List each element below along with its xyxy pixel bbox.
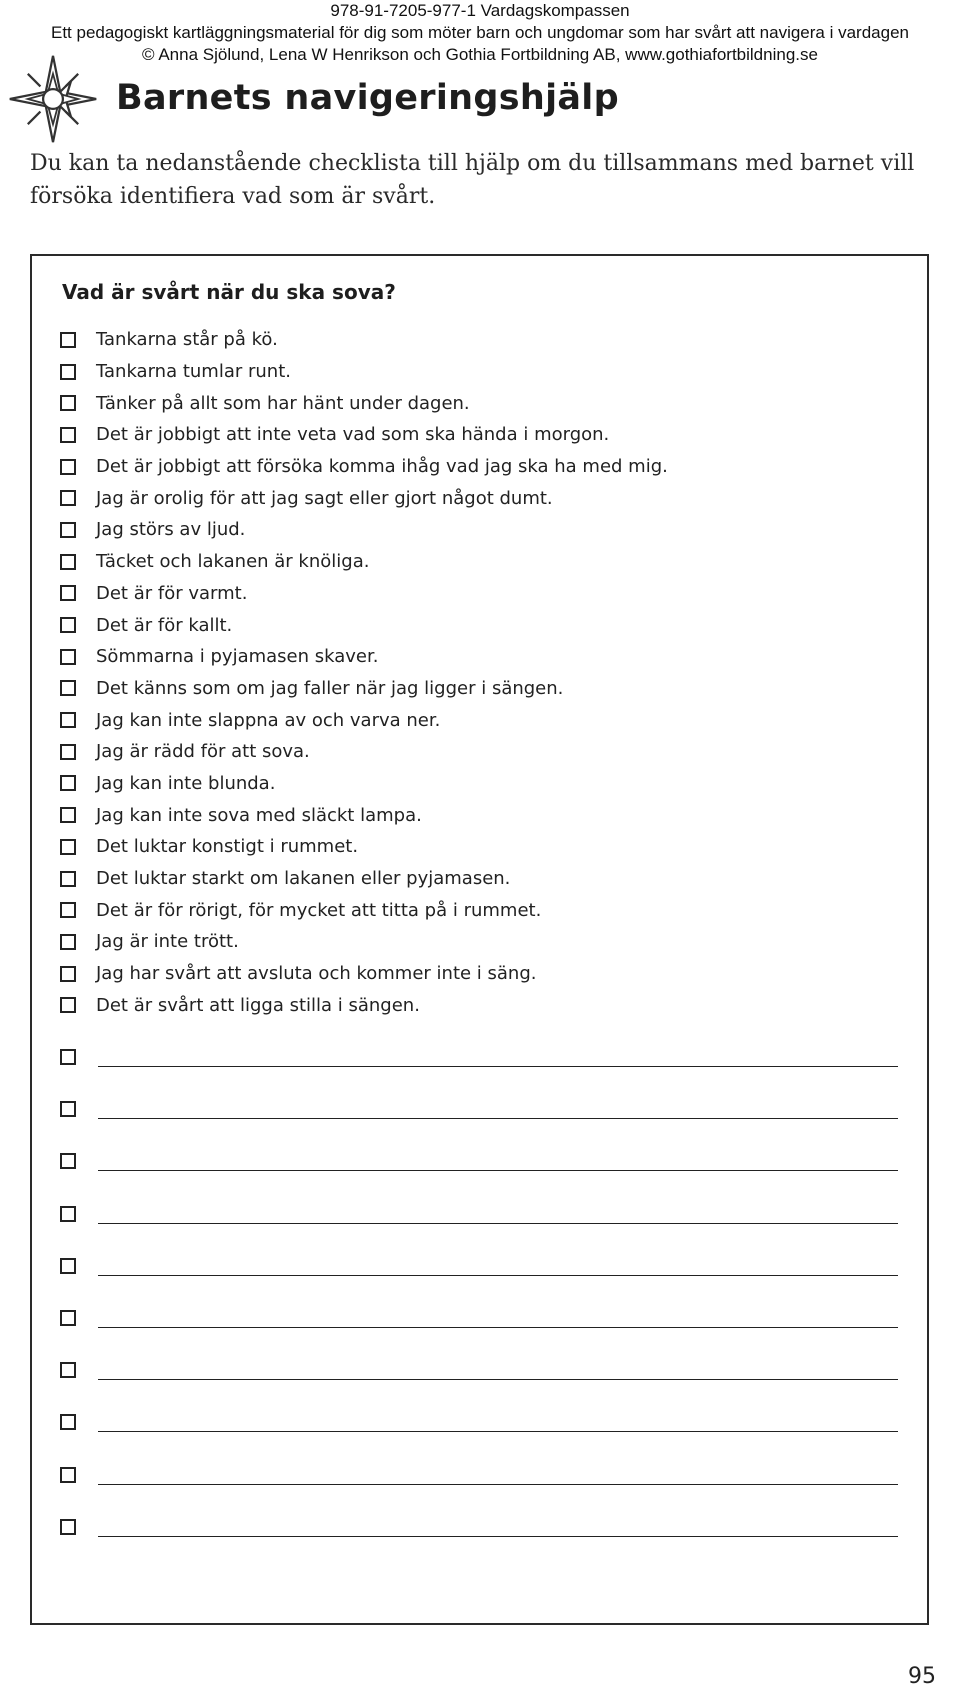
checklist-item-label: Det är för varmt. <box>96 582 248 604</box>
checkbox[interactable] <box>60 1414 76 1430</box>
write-in-line[interactable] <box>98 1066 898 1067</box>
checkbox[interactable] <box>60 1467 76 1483</box>
checkbox[interactable] <box>60 617 76 633</box>
checklist-item <box>60 958 668 990</box>
checklist-item <box>60 514 668 546</box>
page-number: 95 <box>908 1664 936 1689</box>
isbn-line: 978-91-7205-977-1 Vardagskompassen <box>330 1 630 20</box>
checkbox[interactable] <box>60 1310 76 1326</box>
blank-entry-row <box>60 1407 900 1459</box>
checklist-item-label: Jag störs av ljud. <box>96 519 246 541</box>
checklist-item <box>60 578 668 610</box>
checkbox[interactable] <box>60 1362 76 1378</box>
checklist-item <box>60 863 668 895</box>
checklist-item-label: Tankarna tumlar runt. <box>96 361 291 383</box>
blank-entry-row <box>60 1251 900 1303</box>
write-in-line[interactable] <box>98 1327 898 1328</box>
write-in-line[interactable] <box>98 1484 898 1485</box>
checkbox[interactable] <box>60 1101 76 1117</box>
blank-entry-row <box>60 1512 900 1564</box>
intro-paragraph: Du kan ta nedanstående checklista till hjälp om du tillsammans med barnet vill försöka identifiera vad som är svårt. <box>30 151 915 209</box>
checkbox[interactable] <box>60 871 76 887</box>
write-in-line[interactable] <box>98 1536 898 1537</box>
checklist-item-label: Det är för rörigt, för mycket att titta på i rummet. <box>96 899 542 921</box>
blank-entry-row <box>60 1460 900 1512</box>
checkbox[interactable] <box>60 775 76 791</box>
checklist-item <box>60 736 668 768</box>
checklist-question: Vad är svårt när du ska sova? <box>62 280 396 304</box>
checkbox[interactable] <box>60 585 76 601</box>
checkbox[interactable] <box>60 364 76 380</box>
checkbox[interactable] <box>60 649 76 665</box>
checklist-item <box>60 641 668 673</box>
blank-entry-row <box>60 1355 900 1407</box>
checkbox[interactable] <box>60 839 76 855</box>
checklist-item-label: Jag har svårt att avsluta och kommer inte i säng. <box>96 963 537 985</box>
checkbox[interactable] <box>60 680 76 696</box>
blank-entry-row <box>60 1042 900 1094</box>
checklist-item-label: Det är jobbigt att inte veta vad som ska hända i morgon. <box>96 424 610 446</box>
checklist-item <box>60 451 668 483</box>
checklist-item <box>60 673 668 705</box>
checkbox[interactable] <box>60 490 76 506</box>
checkbox[interactable] <box>60 1049 76 1065</box>
checkbox[interactable] <box>60 427 76 443</box>
checkbox[interactable] <box>60 807 76 823</box>
checkbox[interactable] <box>60 1153 76 1169</box>
write-in-line[interactable] <box>98 1170 898 1171</box>
checkbox[interactable] <box>60 966 76 982</box>
checklist-item <box>60 704 668 736</box>
checklist-item-label: Tänker på allt som har hänt under dagen. <box>96 392 470 414</box>
checkbox[interactable] <box>60 522 76 538</box>
page-header <box>0 0 960 66</box>
checklist-item <box>60 387 668 419</box>
checkbox[interactable] <box>60 395 76 411</box>
checkbox[interactable] <box>60 332 76 348</box>
checklist-item-label: Jag är rädd för att sova. <box>96 741 310 763</box>
checkbox[interactable] <box>60 554 76 570</box>
checklist-item-label: Jag kan inte sova med släckt lampa. <box>96 804 422 826</box>
copyright-line: © Anna Sjölund, Lena W Henrikson och Gothia Fortbildning AB, www.gothiafortbildning.se <box>142 45 818 64</box>
checklist-item-label: Jag är inte trött. <box>96 931 239 953</box>
write-in-line[interactable] <box>98 1223 898 1224</box>
blank-entry-row <box>60 1303 900 1355</box>
checklist-item <box>60 894 668 926</box>
write-in-line[interactable] <box>98 1431 898 1432</box>
checklist-item-label: Jag kan inte blunda. <box>96 772 276 794</box>
checklist-item-label: Jag kan inte slappna av och varva ner. <box>96 709 441 731</box>
checklist-item-label: Tankarna står på kö. <box>96 329 278 351</box>
checklist-item-label: Det är för kallt. <box>96 614 233 636</box>
checklist-item <box>60 419 668 451</box>
blank-entry-row <box>60 1146 900 1198</box>
checklist-item-label: Det luktar starkt om lakanen eller pyjamasen. <box>96 868 511 890</box>
checklist-item <box>60 926 668 958</box>
checklist-item-label: Sömmarna i pyjamasen skaver. <box>96 646 379 668</box>
write-in-line[interactable] <box>98 1275 898 1276</box>
subtitle-line: Ett pedagogiskt kartläggningsmaterial för dig som möter barn och ungdomar som har svårt att navigera i vardagen <box>50 23 909 42</box>
checkbox[interactable] <box>60 1258 76 1274</box>
checklist-item <box>60 799 668 831</box>
checkbox[interactable] <box>60 902 76 918</box>
write-in-line[interactable] <box>98 1379 898 1380</box>
checklist-item <box>60 356 668 388</box>
blank-entry-row <box>60 1094 900 1146</box>
checklist-item-label: Det är svårt att ligga stilla i sängen. <box>96 994 420 1016</box>
checklist <box>60 324 668 1021</box>
blank-entry-row <box>60 1199 900 1251</box>
checklist-item <box>60 546 668 578</box>
checklist-item <box>60 609 668 641</box>
checkbox[interactable] <box>60 1206 76 1222</box>
compass-rose-icon <box>8 54 98 144</box>
checkbox[interactable] <box>60 997 76 1013</box>
checkbox[interactable] <box>60 744 76 760</box>
checkbox[interactable] <box>60 712 76 728</box>
checkbox[interactable] <box>60 934 76 950</box>
checkbox[interactable] <box>60 1519 76 1535</box>
checkbox[interactable] <box>60 459 76 475</box>
checklist-item <box>60 831 668 863</box>
checklist-item-label: Täcket och lakanen är knöliga. <box>96 551 370 573</box>
page-title: Barnets navigeringshjälp <box>116 78 619 118</box>
checklist-item <box>60 324 668 356</box>
checklist-item-label: Jag är orolig för att jag sagt eller gjort något dumt. <box>96 487 553 509</box>
checklist-item-label: Det luktar konstigt i rummet. <box>96 836 359 858</box>
blank-entries <box>60 1042 900 1564</box>
checklist-item <box>60 482 668 514</box>
checklist-item <box>60 989 668 1021</box>
checklist-item <box>60 768 668 800</box>
checklist-item-label: Det känns som om jag faller när jag ligger i sängen. <box>96 677 564 699</box>
write-in-line[interactable] <box>98 1118 898 1119</box>
checklist-item-label: Det är jobbigt att försöka komma ihåg vad jag ska ha med mig. <box>96 456 668 478</box>
